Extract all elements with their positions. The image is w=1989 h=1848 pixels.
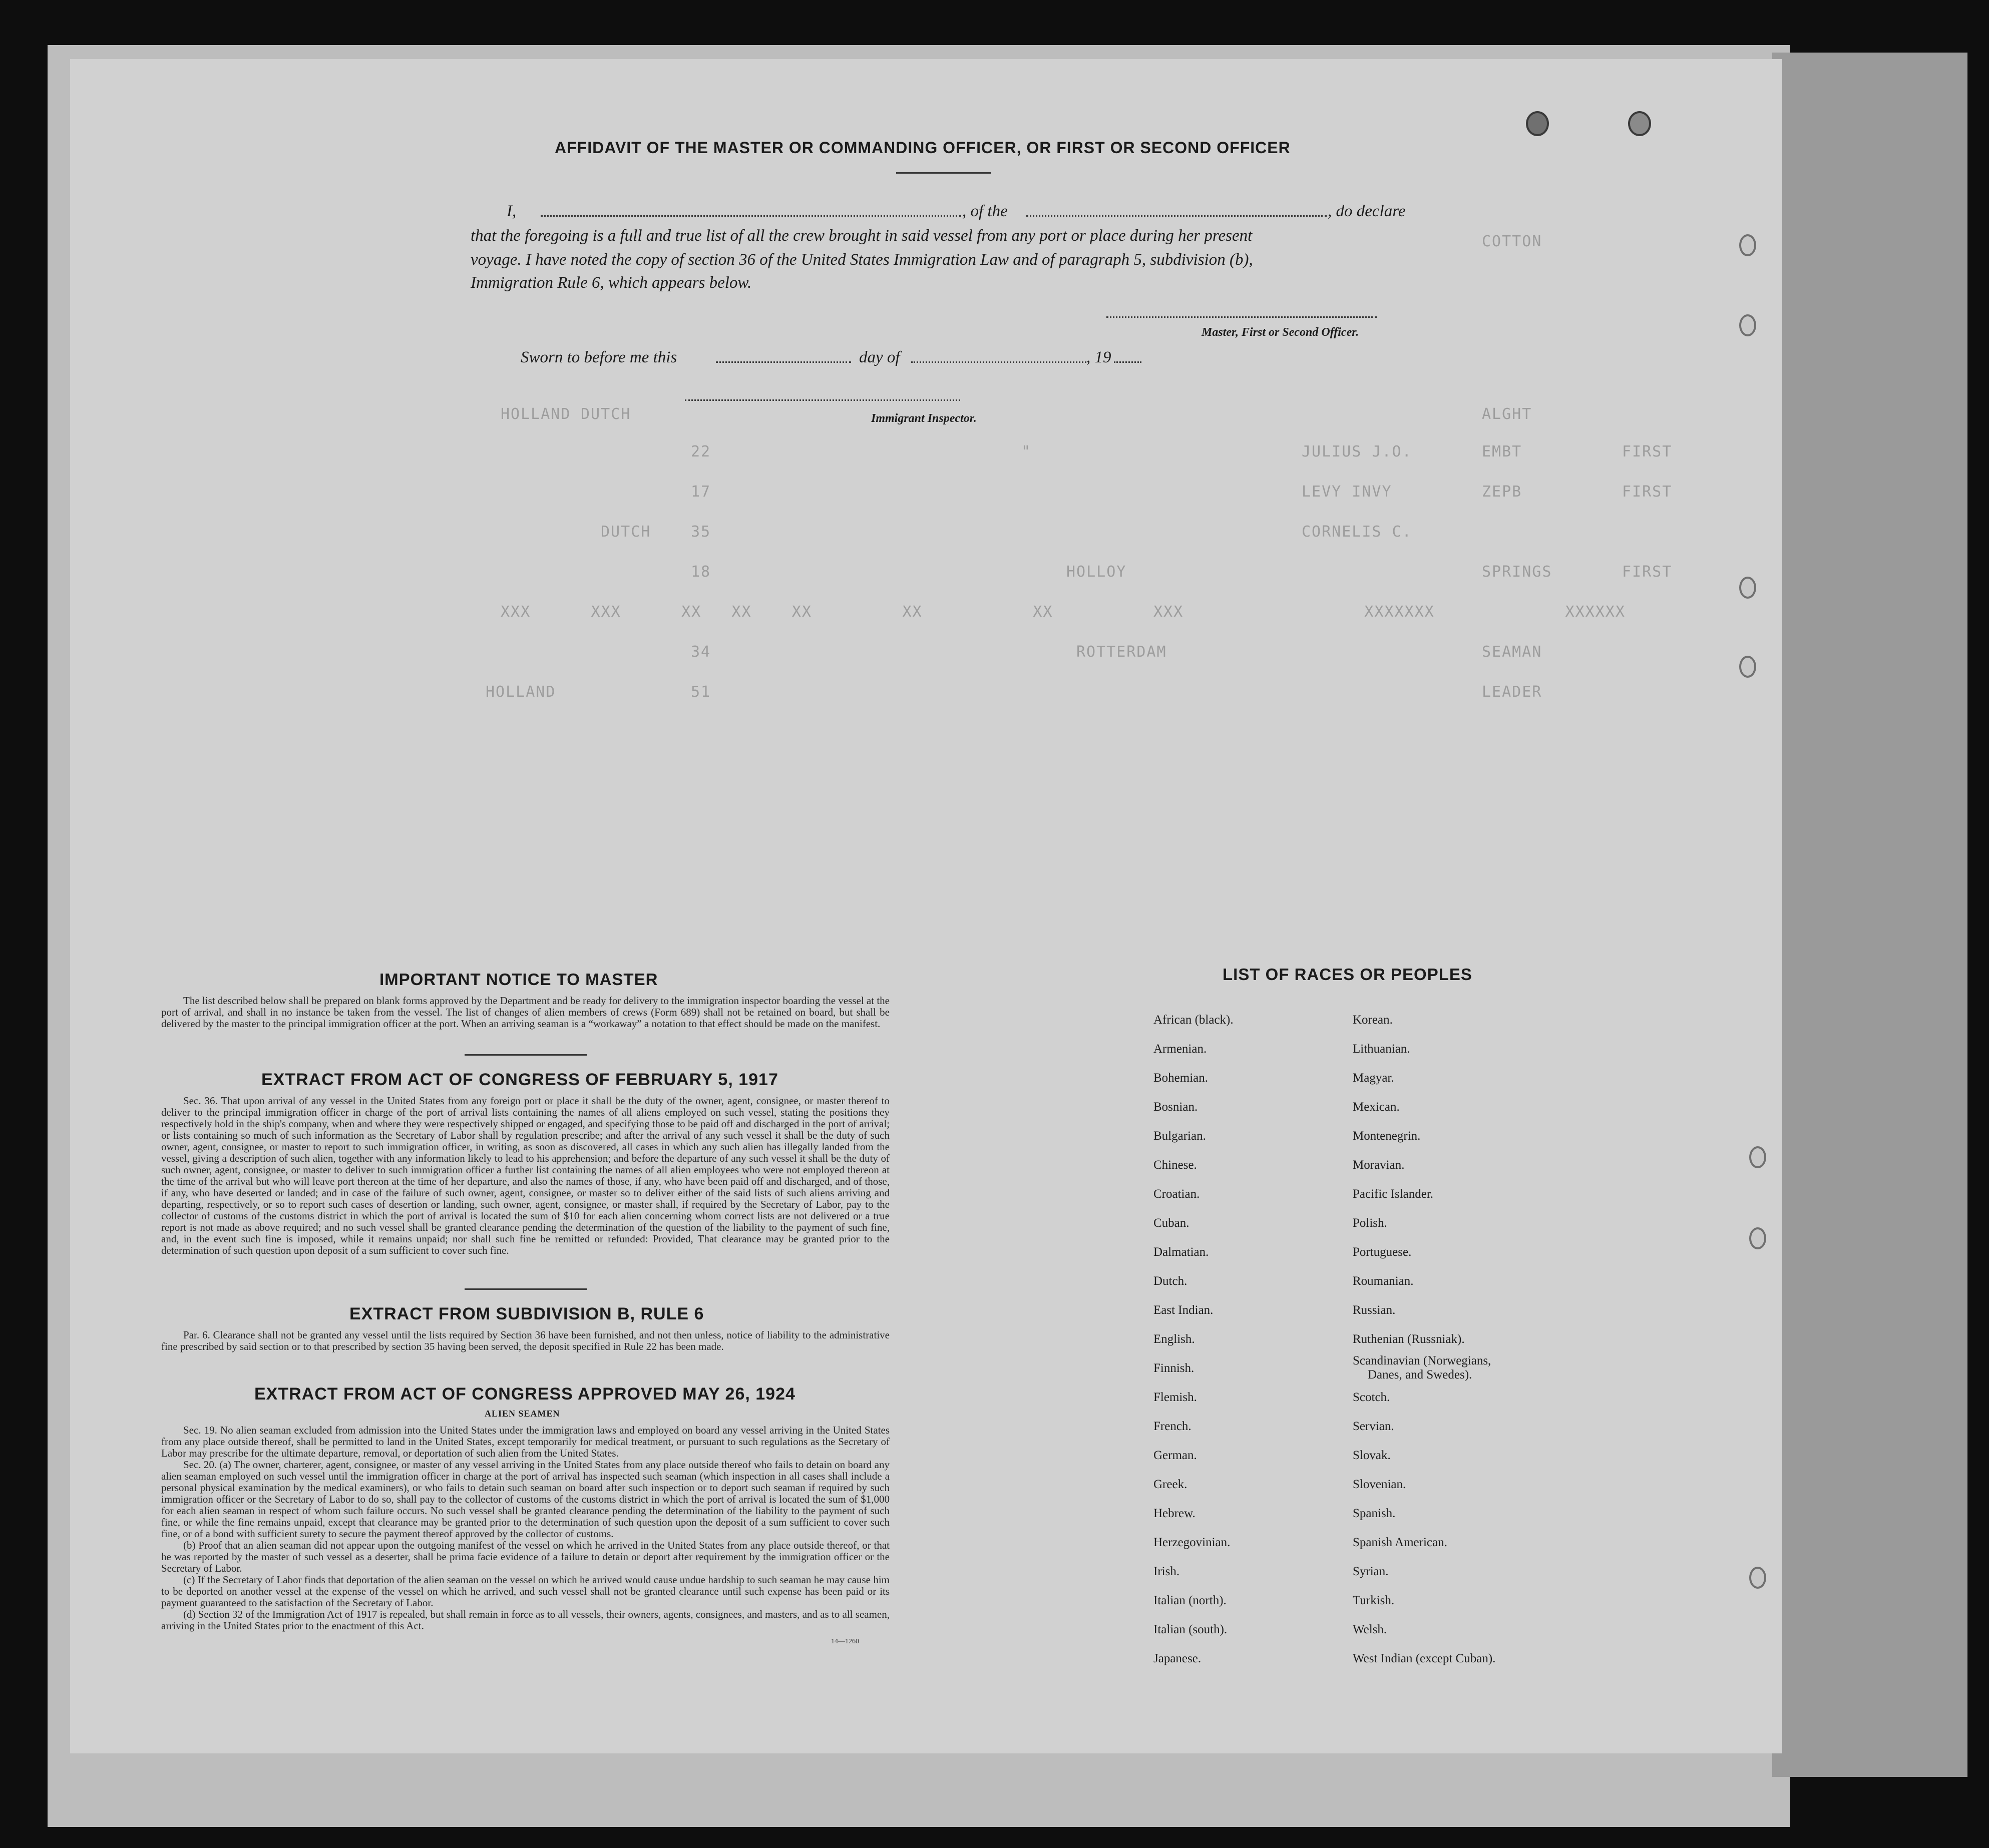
race-item: Montenegrin. bbox=[1353, 1129, 1421, 1143]
inspector-signature-field[interactable] bbox=[685, 399, 960, 401]
affidavit-line-3: voyage. I have noted the copy of section 36 of the United States Immigration Law and of paragraph 5, subdivision (b), bbox=[471, 251, 1253, 269]
race-item: Bohemian. bbox=[1153, 1071, 1209, 1085]
race-item: Syrian. bbox=[1353, 1565, 1389, 1578]
race-item: Spanish. bbox=[1353, 1507, 1396, 1520]
section-20c-paragraph: (c) If the Secretary of Labor finds that deportation of the alien seaman on the vessel on which he arrived would cause undue hardship to such seaman he may cause him to be deported on another vessel at the expense of the vessel on which he arrived, and such vessel shall not be granted clearance until such expense has been paid or its payment guaranteed to the satisfaction of the Secretary of Labor. bbox=[161, 1574, 890, 1609]
race-item: African (black). bbox=[1153, 1013, 1234, 1027]
race-item: Scotch. bbox=[1353, 1391, 1390, 1404]
race-item: Roumanian. bbox=[1353, 1274, 1414, 1288]
race-item: Italian (south). bbox=[1153, 1623, 1228, 1636]
extract-1917-text bbox=[161, 1095, 890, 1256]
race-item: East Indian. bbox=[1153, 1303, 1214, 1317]
extract-1924-title: EXTRACT FROM ACT OF CONGRESS APPROVED MAY 26, 1924 bbox=[254, 1384, 795, 1404]
extract-1917-title: EXTRACT FROM ACT OF CONGRESS OF FEBRUARY 5, 1917 bbox=[261, 1070, 778, 1089]
race-item: Turkish. bbox=[1353, 1594, 1395, 1607]
punch-hole bbox=[1628, 111, 1651, 136]
race-item: Magyar. bbox=[1353, 1071, 1394, 1085]
year-label: , 19 bbox=[1086, 348, 1111, 366]
notice-text bbox=[161, 995, 890, 1030]
affidavit-title: AFFIDAVIT OF THE MASTER OR COMMANDING OFFICER, OR FIRST OR SECOND OFFICER bbox=[555, 139, 1291, 157]
sworn-year-field[interactable] bbox=[1114, 361, 1141, 363]
extract-rule6-title: EXTRACT FROM SUBDIVISION B, RULE 6 bbox=[349, 1304, 704, 1323]
race-item: Cuban. bbox=[1153, 1216, 1189, 1230]
race-item: Russian. bbox=[1353, 1303, 1396, 1317]
binder-hole bbox=[1739, 577, 1756, 599]
binder-hole bbox=[1739, 656, 1756, 678]
sworn-label: Sworn to before me this bbox=[521, 348, 677, 366]
race-item: Irish. bbox=[1153, 1565, 1180, 1578]
affidavit-of-the-label: , of the bbox=[962, 202, 1008, 220]
race-item: Spanish American. bbox=[1353, 1536, 1447, 1549]
punch-hole bbox=[1526, 111, 1549, 136]
divider bbox=[465, 1054, 587, 1056]
race-item: West Indian (except Cuban). bbox=[1353, 1652, 1496, 1665]
sworn-day-field[interactable] bbox=[716, 361, 851, 363]
race-item: Croatian. bbox=[1153, 1187, 1200, 1201]
section-19-paragraph: Sec. 19. No alien seaman excluded from admission into the United States under the immigration laws and employed on board any vessel arriving in the United States from any place outside thereof, shall be permitted to land in the United States, except temporarily for medical treatment, or pursuant to such regulations as the Secretary of Labor may prescribe for the ultimate departure, removal, or deportation of such alien from the United States. bbox=[161, 1424, 890, 1459]
races-title: LIST OF RACES OR PEOPLES bbox=[1223, 965, 1472, 984]
section-36-paragraph: Sec. 36. That upon arrival of any vessel in the United States from any foreign port or place it shall be the duty of the owner, agent, consignee, or master thereof to deliver to the principal immigration officer in charge of the port of arrival lists containing the names of all aliens employed on such vessel, stating the positions they respectively hold in the ship's company, when and where they were respectively shipped or engaged, and specifying those to be paid off and discharged in the port of arrival; or lists containing so much of such information as the Secretary of Labor shall by regulation prescribe; and after the arrival of any such vessel it shall be the duty of such owner, agent, consignee, or master to report to such immigration officer, in writing, as soon as discovered, all cases in which any such alien has illegally landed from the vessel, giving a description of such alien, together with any information likely to lead to his apprehension; and before the departure of any such vessel it shall be the duty of such owner, agent, consignee, or master to deliver to such immigration officer a further list containing the names of all alien employees who were not employed thereon at the time of the arrival but who will leave port thereon at the time of her departure, and also the names of those, if any, who have been paid off and discharged, and of those, if any, who have deserted or landed; and in case of the failure of such owner, agent, consignee, or master so to deliver either of the said lists of such aliens arriving and departing, respectively, or so to report such cases of desertion or landing, such owner, agent, consignee, or master shall, if required by the Secretary of Labor, pay to the collector of customs of the customs district in which the port of arrival is located the sum of $10 for each alien concerning whom correct lists are not delivered or a true report is not made as above required; and no such vessel shall be granted clearance pending the determination of the question of the liability to the payment of such fine, and, in the event such fine is imposed, while it remains unpaid; nor shall such fine be remitted or refunded: Provided, That clearance may be granted prior to the determination of such question upon deposit of a sum sufficient to cover such fine. bbox=[161, 1095, 890, 1256]
sworn-month-field[interactable] bbox=[911, 361, 1086, 363]
section-20d-paragraph: (d) Section 32 of the Immigration Act of 1917 is repealed, but shall remain in force as to all vessels, their owners, agents, consignees, and masters, and as to all seamen, arriving in the United States prior to the enactment of this Act. bbox=[161, 1608, 890, 1632]
race-item: Moravian. bbox=[1353, 1158, 1405, 1172]
race-item: Ruthenian (Russniak). bbox=[1353, 1332, 1465, 1346]
race-item: German. bbox=[1153, 1449, 1197, 1462]
form-number: 14—1260 bbox=[831, 1638, 859, 1645]
officer-signature-field[interactable] bbox=[1106, 316, 1377, 318]
affidavit-line-2: that the foregoing is a full and true list of all the crew brought in said vessel from any port or place during her present bbox=[471, 227, 1253, 245]
divider bbox=[465, 1288, 587, 1290]
race-item: Korean. bbox=[1353, 1013, 1393, 1027]
page-edge bbox=[1772, 53, 1967, 1777]
vessel-name-field[interactable] bbox=[1026, 215, 1327, 217]
race-item: Bosnian. bbox=[1153, 1100, 1198, 1114]
race-item: Dutch. bbox=[1153, 1274, 1187, 1288]
notice-title: IMPORTANT NOTICE TO MASTER bbox=[379, 970, 658, 989]
race-item: English. bbox=[1153, 1332, 1195, 1346]
binder-hole bbox=[1749, 1227, 1766, 1249]
binder-hole bbox=[1749, 1567, 1766, 1589]
day-of-label: day of bbox=[859, 348, 900, 366]
race-item: Italian (north). bbox=[1153, 1594, 1227, 1607]
race-item: Mexican. bbox=[1353, 1100, 1400, 1114]
affidavit-i-label: I, bbox=[507, 202, 517, 220]
section-20b-paragraph: (b) Proof that an alien seaman did not appear upon the outgoing manifest of the vessel on which he arrived in the United States from any place outside thereof, or that he was reported by the master of such vessel as a deserter, shall be prima facie evidence of a failure to detain or deport after requirement by the immigration officer or the Secretary of Labor. bbox=[161, 1539, 890, 1574]
race-item: Japanese. bbox=[1153, 1652, 1202, 1665]
notice-paragraph: The list described below shall be prepared on blank forms approved by the Department and be ready for delivery to the immigration inspector boarding the vessel at the port of arrival, and shall in no instance be taken from the vessel. The list of changes of alien members of crews (Form 689) shall not be retained on board, but shall be delivered by the master to the principal immigration officer at the port. When an arriving seaman is a “workaway” a notation to that effect should be made on the manifest. bbox=[161, 995, 890, 1030]
binder-hole bbox=[1749, 1146, 1766, 1168]
race-item: Scandinavian (Norwegians, bbox=[1353, 1354, 1491, 1367]
race-item: Slovak. bbox=[1353, 1449, 1391, 1462]
race-item: Lithuanian. bbox=[1353, 1042, 1410, 1056]
binder-hole bbox=[1739, 234, 1756, 256]
rule6-paragraph: Par. 6. Clearance shall not be granted any vessel until the lists required by Section 36 have been furnished, and not then unless, notice of liability to the administrative fine prescribed by said section or to that prescribed by section 35 having been served, the deposit specified in Rule 22 has been made. bbox=[161, 1329, 890, 1352]
extract-rule6-text bbox=[161, 1329, 890, 1352]
section-20a-paragraph: Sec. 20. (a) The owner, charterer, agent, consignee, or master of any vessel arriving in the United States from any place outside thereof who fails to detain on board any alien seaman employed on such vessel until the immigration officer in charge at the port of arrival has inspected such seaman (which inspection in all cases shall include a personal physical examination by the medical examiners), or who fails to detain such seaman on board after such inspection or to deport such seaman if required by such immigration officer or the Secretary of Labor to do so, shall pay to the collector of customs of the customs district in which the port of arrival is located the sum of $1,000 for each alien seaman in respect of whom such failure occurs. No such vessel shall be granted clearance pending the determination of the liability to the payment of such fine, or while the fine remains unpaid, except that clearance may be granted prior to the determination of such question upon the deposit of a sum sufficient to cover such fine, or of a bond with sufficient surety to secure the payment thereof approved by the collector of customs. bbox=[161, 1459, 890, 1540]
signature-label: Master, First or Second Officer. bbox=[1202, 326, 1359, 339]
race-item: Slovenian. bbox=[1353, 1478, 1406, 1491]
race-item: Finnish. bbox=[1153, 1361, 1195, 1375]
affidavit-title-rule bbox=[896, 172, 991, 174]
race-item: Herzegovinian. bbox=[1153, 1536, 1231, 1549]
inspector-label: Immigrant Inspector. bbox=[871, 412, 977, 425]
affidavit-line-4: Immigration Rule 6, which appears below. bbox=[471, 274, 752, 292]
affidavit-declare-label: , do declare bbox=[1328, 202, 1406, 220]
race-item: French. bbox=[1153, 1420, 1191, 1433]
extract-1924-text bbox=[161, 1425, 890, 1632]
binder-hole bbox=[1739, 314, 1756, 336]
race-item: Flemish. bbox=[1153, 1391, 1197, 1404]
race-item: Dalmatian. bbox=[1153, 1245, 1209, 1259]
race-item: Danes, and Swedes). bbox=[1368, 1368, 1472, 1381]
race-item: Portuguese. bbox=[1353, 1245, 1412, 1259]
race-item: Hebrew. bbox=[1153, 1507, 1196, 1520]
race-item: Chinese. bbox=[1153, 1158, 1197, 1172]
race-item: Armenian. bbox=[1153, 1042, 1207, 1056]
race-item: Polish. bbox=[1353, 1216, 1387, 1230]
race-item: Servian. bbox=[1353, 1420, 1394, 1433]
race-item: Bulgarian. bbox=[1153, 1129, 1206, 1143]
race-item: Welsh. bbox=[1353, 1623, 1387, 1636]
race-item: Greek. bbox=[1153, 1478, 1187, 1491]
race-item: Pacific Islander. bbox=[1353, 1187, 1434, 1201]
master-name-field[interactable] bbox=[541, 215, 961, 217]
alien-seamen-subtitle: ALIEN SEAMEN bbox=[485, 1409, 560, 1419]
